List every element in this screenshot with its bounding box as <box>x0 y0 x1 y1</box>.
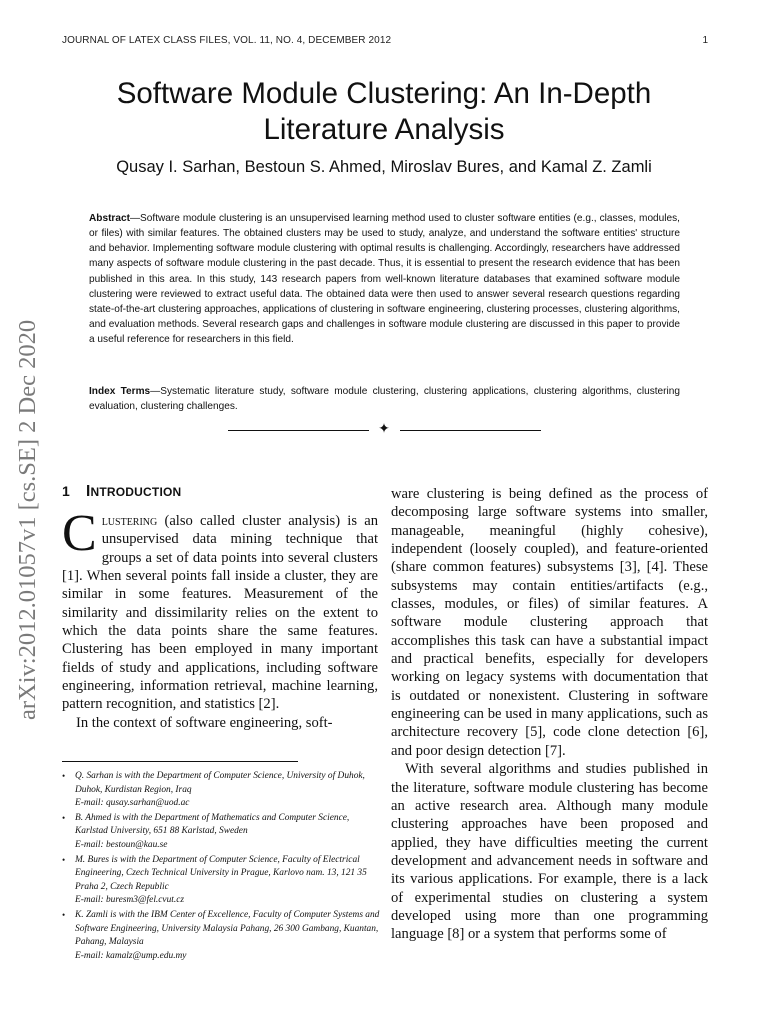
affiliation-text: B. Ahmed is with the Department of Mathematics and Computer Science, Karlstad University, 651 88 Karlstad, Sweden <box>75 812 350 837</box>
lead-word: lustering <box>101 513 158 529</box>
left-column <box>62 505 378 732</box>
paragraph: ware clustering is being defined as the process of decomposing large software systems into smaller, manageable, meaningful (highly cohesive), independent (loosely coupled), and feature-oriented (share common features) subsystems [3], [4]. These subsystems may contain entities/artifacts (e.g., classes, modules, or files) of similar features. A software module clustering approach that accomplishes this task can have a substantial impact and practical benefits, especially for developers working on legacy systems with documentation that is outdated or nonexistent. Clustering in software engineering can be used in many applications, such as architecture recovery [5], code clone detection [6], and poor design detection [7]. <box>391 486 708 759</box>
right-column <box>391 485 708 944</box>
footnote-rule <box>62 761 298 762</box>
index-terms <box>89 384 680 414</box>
section-heading <box>62 483 181 501</box>
affiliation-text: K. Zamli is with the IBM Center of Excellence, Faculty of Computer Systems and Software Engineering, University Malaysia Pahang, 26 300 Gambang, Kuantan, Pahang, Malaysia <box>75 909 380 948</box>
section-title-initial: I <box>86 483 91 500</box>
paragraph <box>62 505 378 714</box>
index-terms-text: —Systematic literature study, software module clustering, clustering applications, clustering algorithms, clustering evaluation, clustering challenges. <box>89 386 680 413</box>
arxiv-stamp: arXiv:2012.01057v1 [cs.SE] 2 Dec 2020 <box>14 319 41 720</box>
author-email: E-mail: kamalz@ump.edu.my <box>75 950 187 961</box>
abstract-text: —Software module clustering is an unsupervised learning method used to cluster software entities (e.g., classes, modules, or files) with similar features. The obtained clusters may be used to study, analyze, and understand the software entities' structure and behavior. Implementing software module clustering with optimal results is challenging. Accordingly, researchers have addressed many aspects of software module clustering in the past decade. Thus, it is essential to present the research evidence that has been published in this area. In this study, 143 research papers from well-known literature databases that examined software module clustering were reviewed to extract useful data. The obtained data were then used to answer several research questions regarding state-of-the-art clustering approaches, applications of clustering in software engineering, clustering processes, clustering algorithms, and evaluation methods. Several research gaps and challenges in software module clustering are discussed in this paper to provide a useful reference for researchers in this field. <box>89 213 680 346</box>
footnote-item <box>62 812 380 853</box>
page-number: 1 <box>702 35 708 46</box>
separator-rule-left <box>228 430 369 431</box>
author-footnotes <box>62 770 380 964</box>
index-terms-label: Index Terms <box>89 386 151 397</box>
author-list: Qusay I. Sarhan, Bestoun S. Ahmed, Miroslav Bures, and Kamal Z. Zamli <box>116 158 652 176</box>
footnote-item <box>62 854 380 908</box>
diamond-icon: ✦ <box>378 422 390 437</box>
abstract-label: Abstract <box>89 213 130 224</box>
drop-cap: C <box>62 505 97 562</box>
paragraph: In the context of software engineering, soft- <box>76 714 333 731</box>
section-separator <box>228 422 541 438</box>
paper-title: Software Module Clustering: An In-Depth Literature Analysis <box>116 77 652 146</box>
paragraph: With several algorithms and studies published in the literature, software module clustering has become an active research area. Although many module clustering approaches have been proposed and applied, they have difficulties meeting the current development and advancement needs in software and its various applications. For example, there is a lack of experimental studies on clustering a system developed using more than one programming language [8] or a system that performs some of <box>391 761 708 943</box>
footnote-item <box>62 770 380 811</box>
separator-rule-right <box>400 430 541 431</box>
bullet-icon: • <box>62 812 66 823</box>
bullet-icon: • <box>62 771 66 781</box>
affiliation-text: Q. Sarhan is with the Department of Computer Science, University of Duhok, Duhok, Kurdistan Region, Iraq <box>75 771 365 795</box>
section-number: 1 <box>62 483 70 499</box>
bullet-icon: • <box>62 909 66 920</box>
affiliation-text: M. Bures is with the Department of Computer Science, Faculty of Electrical Engineering, Czech Technical University in Prague, Karlovo nam. 13, 121 35 Praha 2, Czech Republic <box>75 854 367 892</box>
author-email: E-mail: qusay.sarhan@uod.ac <box>75 798 190 809</box>
abstract <box>89 211 680 347</box>
section-title-rest: NTRODUCTION <box>90 485 182 499</box>
author-email: E-mail: bestoun@kau.se <box>75 839 168 850</box>
author-email: E-mail: buresm3@fel.cvut.cz <box>75 895 185 906</box>
bullet-icon: • <box>62 854 66 865</box>
paragraph-text: (also called cluster analysis) is an unsupervised data mining technique that groups a set of data points into several clusters [1]. When several points fall inside a cluster, they are similar in some features. Measurement of the similarity and dissimilarity relies on the extent to which the data points share the same features. Clustering has been employed in many important fields of study and applications, including software engineering, information retrieval, machine learning, pattern recognition, and statistics [2]. <box>62 513 378 713</box>
running-header: JOURNAL OF LATEX CLASS FILES, VOL. 11, NO. 4, DECEMBER 2012 <box>62 35 392 46</box>
footnote-item <box>62 909 380 963</box>
